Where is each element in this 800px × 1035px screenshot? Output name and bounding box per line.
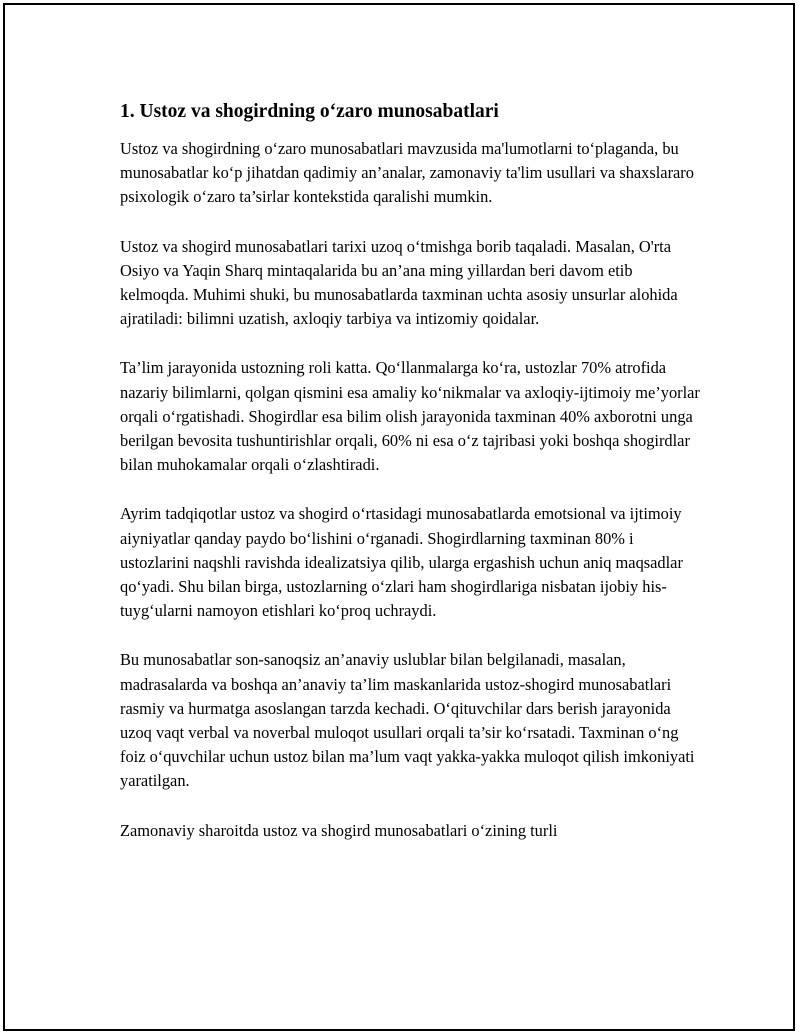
- document-page: [3, 3, 795, 1031]
- paragraph-6: Zamonaviy sharoitda ustoz va shogird munosabatlari o‘zining turli: [120, 820, 558, 840]
- paragraph-2: Ustoz va shogird munosabatlari tarixi uzoq o‘tmishga borib taqaladi. Masalan, O'rta Osiyo va Yaqin Sharq mintaqalarida bu an’ana ming yillardan beri davom etib kelmoqda. Muhimi shuki, bu munosabatlarda taxminan uchta asosiy unsurlar alohida ajratiladi: bilimni uzatish, axloqiy tarbiya va intizomiy qoidalar.: [120, 236, 678, 329]
- paragraph-1: Ustoz va shogirdning o‘zaro munosabatlari mavzusida ma'lumotlarni to‘plaganda, bu munosabatlar ko‘p jihatdan qadimiy an’analar, zamonaviy ta'lim usullari va shaxslararo psixologik o‘zaro ta’sirlar kontekstida qaralishi mumkin.: [120, 139, 694, 207]
- document-body: [120, 99, 700, 868]
- paragraph-3: Ta’lim jarayonida ustozning roli katta. Qo‘llanmalarga ko‘ra, ustozlar 70% atrofida nazariy bilimlarni, qolgan qismini esa amaliy ko‘nikmalar va axloqiy-ijtimoiy me’yorlar orqali o‘rgatishadi. Shogirdlar esa bilim olish jarayonida taxminan 40% axborotni unga berilgan bevosita tushuntirishlar orqali, 60% ni esa o‘z tajribasi yoki boshqa shogirdlar bilan muhokamalar orqali o‘zlashtiradi.: [120, 358, 700, 475]
- paragraph-4: Ayrim tadqiqotlar ustoz va shogird o‘rtasidagi munosabatlarda emotsional va ijtimoiy aiyniyatlar qanday paydo bo‘lishini o‘rganadi. Shogirdlarning taxminan 80% i ustozlarini naqshli ravishda idealizatsiya qilib, ularga ergashish uchun aniq maqsadlar qo‘yadi. Shu bilan birga, ustozlarning o‘zlari ham shogirdlariga nisbatan ijobiy his-tuyg‘ularni namoyon etishlari ko‘proq uchraydi.: [120, 504, 683, 621]
- paragraph-5: Bu munosabatlar son-sanoqsiz an’anaviy uslublar bilan belgilanadi, masalan, madrasalarda va boshqa an’anaviy ta’lim maskanlarida ustoz-shogird munosabatlari rasmiy va hurmatga asoslangan tarzda kechadi. O‘qituvchilar dars berish jarayonida uzoq vaqt verbal va noverbal muloqot usullari orqali ta’sir ko‘rsatadi. Taxminan o‘ng foiz o‘quvchilar uchun ustoz bilan ma’lum vaqt yakka-yakka muloqot qilish imkoniyati yaratilgan.: [120, 650, 695, 791]
- section-heading: 1. Ustoz va shogirdning o‘zaro munosabatlari: [120, 101, 499, 122]
